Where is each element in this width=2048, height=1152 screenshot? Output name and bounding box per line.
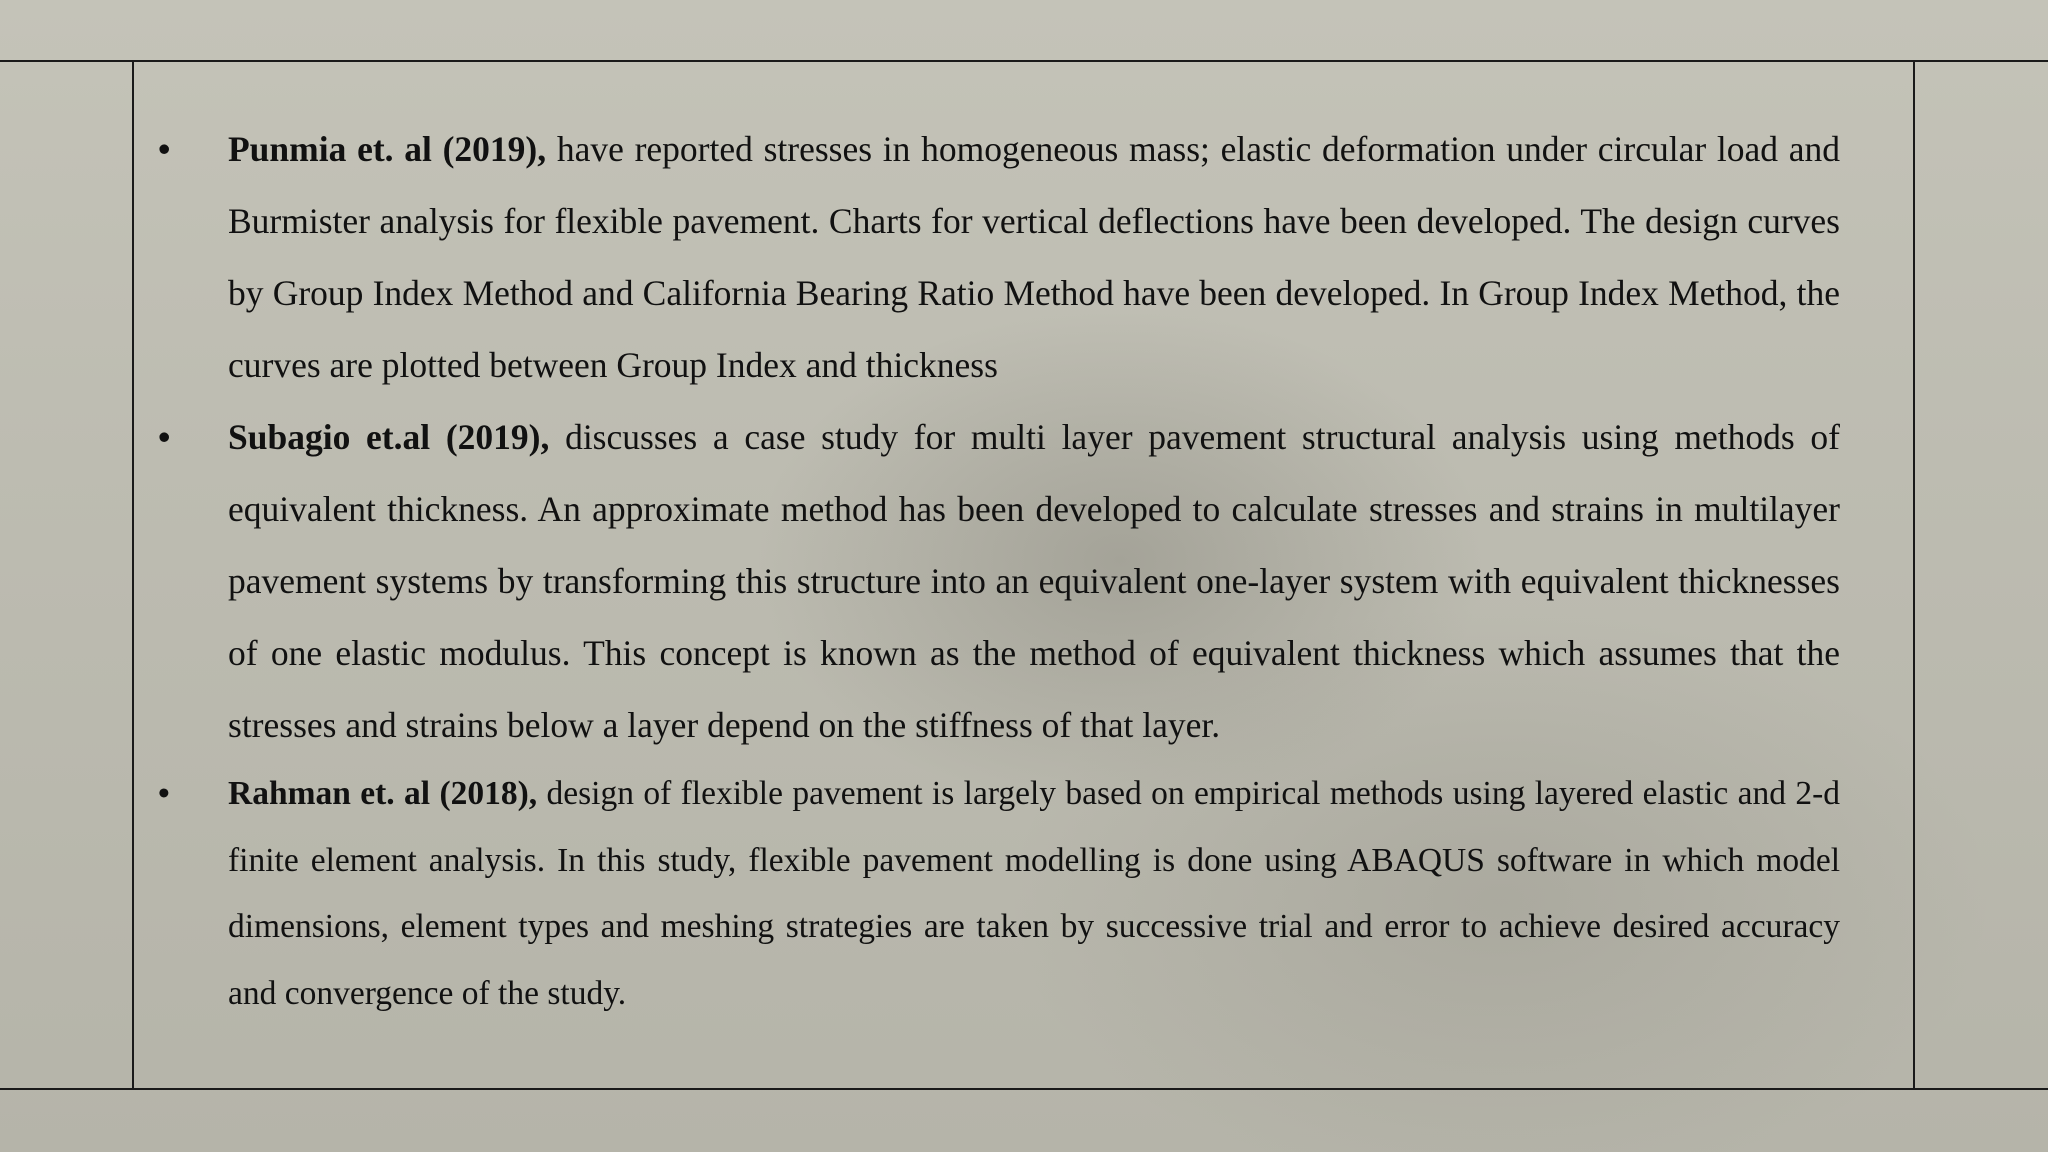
reference-text: have reported stresses in homogeneous mass; elastic deformation under circular load and Burmister analysis for flexible pavement. Charts for vertical deflections have been developed. The design curves by Group Index Method and California Bearing Ratio Method have been developed. In Group Index Method, the curves are plotted between Group Index and thickness <box>228 129 1840 385</box>
frame-right-rule <box>1913 60 1915 1088</box>
bullet-marker: • <box>158 775 170 812</box>
frame-top-rule <box>0 60 2048 62</box>
frame-bottom-rule <box>0 1088 2048 1090</box>
reference-author: Subagio et.al (2019), <box>228 417 550 457</box>
bullet-marker: • <box>158 417 171 457</box>
reference-author: Rahman et. al (2018), <box>228 775 538 812</box>
reference-author: Punmia et. al (2019), <box>228 129 547 169</box>
reference-text: design of flexible pavement is largely based on empirical methods using layered elastic and 2-d finite element analysis. In this study, flexible pavement modelling is done using ABAQUS software in which model dimensions, element types and meshing strategies are taken by successive trial and error to achieve desired accuracy and convergence of the study. <box>228 775 1840 1012</box>
reference-item-rahman <box>150 761 1840 1027</box>
reference-text: discusses a case study for multi layer pavement structural analysis using methods of equivalent thickness. An approximate method has been developed to calculate stresses and strains in multilayer pavement systems by transforming this structure into an equivalent one-layer system with equivalent thicknesses of one elastic modulus. This concept is known as the method of equivalent thickness which assumes that the stresses and strains below a layer depend on the stiffness of that layer. <box>228 417 1840 745</box>
reference-item-punmia <box>150 113 1840 401</box>
literature-review-list <box>150 113 1840 1027</box>
reference-paragraph <box>228 113 1840 401</box>
reference-paragraph <box>228 401 1840 761</box>
frame-left-rule <box>132 60 134 1088</box>
bullet-marker: • <box>158 129 171 169</box>
reference-item-subagio <box>150 401 1840 761</box>
reference-paragraph <box>228 761 1840 1027</box>
